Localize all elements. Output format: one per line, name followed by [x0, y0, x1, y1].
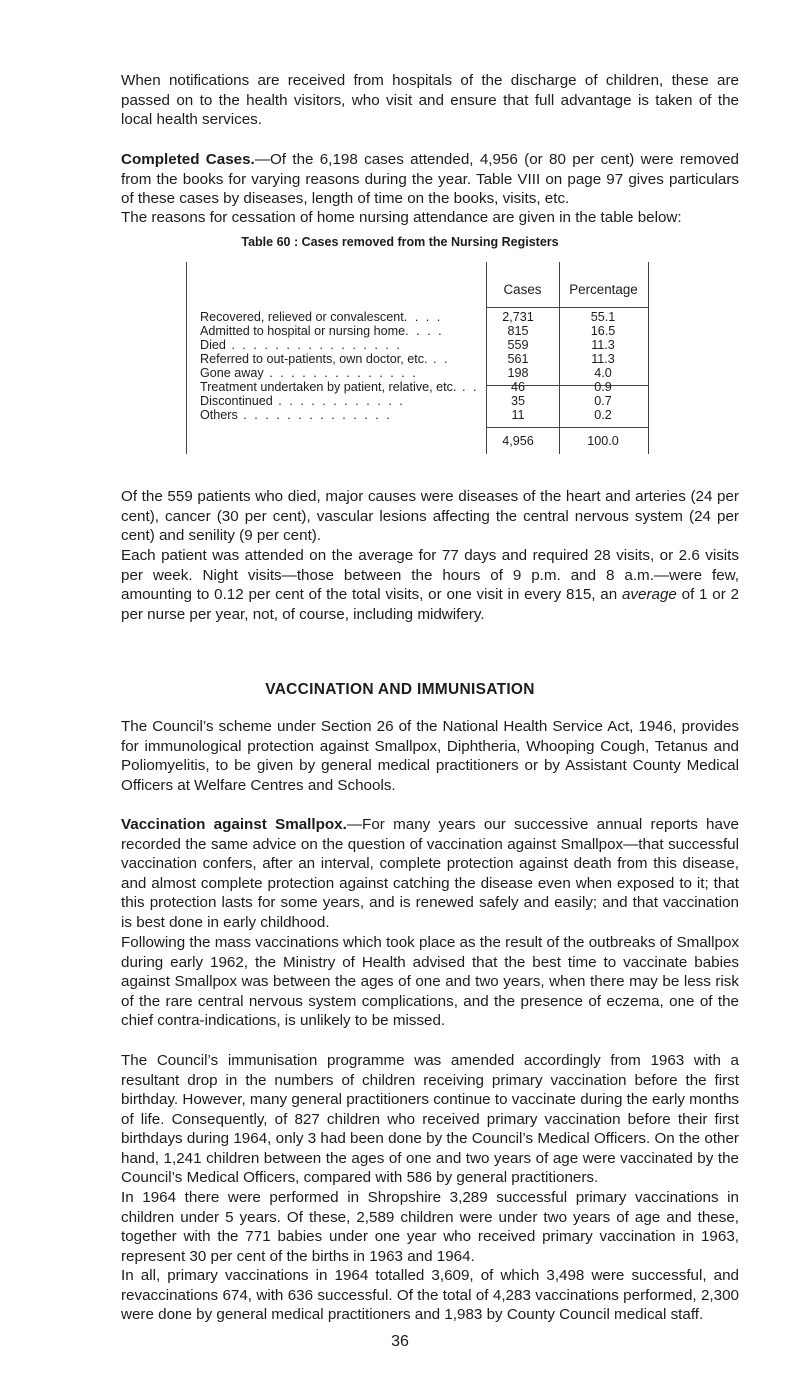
table-row	[186, 324, 648, 338]
paragraph-reasons: The reasons for cessation of home nursing attendance are given in the table below:	[121, 209, 682, 226]
table-caption: Table 60 : Cases removed from the Nursing Registers	[241, 235, 559, 249]
total-percentage: 100.0	[587, 434, 619, 448]
row-label: Admitted to hospital or nursing home. . . .	[200, 324, 444, 338]
completed-cases-lead: Completed Cases.	[121, 151, 255, 168]
paragraph-smallpox	[121, 815, 739, 932]
table-row	[186, 394, 648, 408]
table-right-rule	[648, 394, 649, 454]
row-cases: 46	[510, 380, 525, 394]
row-percentage: 11.3	[591, 338, 615, 352]
paragraph-notifications: When notifications are received from hospitals of the discharge of children, these are passed on to the health visitors, who visit and ensure that full advantage is taken of the local health services.	[121, 72, 739, 128]
row-cases: 2,731	[502, 310, 534, 324]
page-number: 36	[391, 1333, 409, 1350]
table-row	[186, 408, 648, 422]
smallpox-body: —For many years our successive annual reports have recorded the same advice on the question of vaccination against Smallpox—that successful vaccination confers, after an interval, complete protection against death from this disease, and almost complete protection against catching the disease even when exposed to it; that this protection lasts for some years, and is renewed safely and easily; and that vaccination is best done in early childhood.	[121, 816, 739, 931]
table-row	[186, 310, 648, 324]
row-cases: 561	[507, 352, 529, 366]
paragraph-completed-cases	[121, 150, 739, 209]
table-total-rule	[486, 427, 648, 428]
row-percentage: 0.9	[594, 380, 612, 394]
table-total-row	[186, 434, 648, 448]
table-row	[186, 352, 648, 366]
paragraph-immunisation-programme: The Council’s immunisation programme was amended accordingly from 1963 with a resultant drop in the numbers of children receiving primary vaccination before the first birthday. However, many general practitioners continue to vaccinate during the early months of life. Consequently, of 827 children who received primary vaccination before their first birthdays during 1964, only 3 had been done by the Council’s Medical Officers. On the other hand, 1,241 children between the ages of one and two years of age were vaccinated by the Council’s Medical Officers, compared with 586 by general practitioners.	[121, 1052, 739, 1186]
row-percentage: 16.5	[590, 324, 616, 338]
row-label: Referred to out-patients, own doctor, etc. . .	[200, 352, 450, 366]
row-label: Gone away . . . . . . . . . . . . . .	[200, 366, 418, 380]
paragraph-mass-vaccinations: Following the mass vaccinations which took place as the result of the outbreaks of Smallpox during early 1962, the Ministry of Health advised that the best time to vaccinate babies against Smallpox was between the ages of one and two years, when there may be less risk of the rare central nervous system complications, and the presence of eczema, one of the chief contra-indications, is unlikely to be missed.	[121, 934, 739, 1029]
row-cases: 559	[507, 338, 529, 352]
row-cases: 815	[507, 324, 529, 338]
paragraph-totals: In all, primary vaccinations in 1964 totalled 3,609, of which 3,498 were successful, and revaccinations 674, with 636 successful. Of the total of 4,283 vaccinations performed, 2,300 were done by general medical practitioners and 1,983 by County Council medical staff.	[121, 1267, 739, 1323]
table-header-rule	[486, 307, 648, 308]
row-cases: 198	[507, 366, 529, 380]
row-label: Others . . . . . . . . . . . . . .	[200, 408, 392, 422]
row-label: Recovered, relieved or convalescent. . . .	[200, 310, 443, 324]
row-percentage: 0.2	[594, 408, 612, 422]
row-cases: 11	[511, 408, 525, 422]
table-right-rule	[648, 262, 649, 402]
smallpox-lead: Vaccination against Smallpox.	[121, 816, 347, 833]
row-percentage: 55.1	[590, 310, 616, 324]
completed-cases-body: —Of the 6,198 cases attended, 4,956 (or 80 per cent) were removed from the books for varying reasons during the year. Table VIII on page 97 gives particulars of these cases by diseases, length of time on the books, visits, etc.	[121, 151, 740, 207]
paragraph-deaths: Of the 559 patients who died, major causes were diseases of the heart and arteries (24 per cent), cancer (30 per cent), vascular lesions affecting the central nervous system (24 per cent) and senility (9 per cent).	[121, 488, 739, 544]
row-label: Died . . . . . . . . . . . . . . . .	[200, 338, 402, 352]
total-cases: 4,956	[502, 434, 534, 448]
table-row	[186, 366, 648, 380]
section-heading: VACCINATION AND IMMUNISATION	[265, 681, 535, 698]
row-cases: 35	[510, 394, 525, 408]
row-percentage: 11.3	[591, 352, 615, 366]
average-emphasis: average	[621, 586, 677, 603]
row-label: Treatment undertaken by patient, relative, etc. . .	[200, 380, 479, 394]
column-header-percentage: Percentage	[569, 282, 638, 297]
row-label: Discontinued . . . . . . . . . . . .	[200, 394, 405, 408]
nursing-registers-table	[186, 262, 648, 402]
table-row	[186, 380, 648, 394]
table-continuation	[186, 394, 648, 454]
paragraph-council-scheme: The Council’s scheme under Section 26 of the National Health Service Act, 1946, provides for immunological protection against Smallpox, Diphtheria, Whooping Cough, Tetanus and Poliomyelitis, to be given by general medical practitioners or by Assistant County Medical Officers at Welfare Centres and Schools.	[121, 718, 739, 794]
table-row	[186, 338, 648, 352]
row-percentage: 4.0	[594, 366, 612, 380]
column-header-cases: Cases	[503, 282, 542, 297]
paragraph-visits: Each patient was attended on the average for 77 days and required 28 visits, or 2.6 visits per week. Night visits—those between the hours of 9 p.m. and 8 a.m.—were few, amounting to 0.12 per cent of the total visits, or one visit in every 815, an average of 1 or 2 per nurse per year, not, of course, including midwifery.	[121, 547, 739, 623]
paragraph-shropshire: In 1964 there were performed in Shropshire 3,289 successful primary vaccinations in children under 5 years. Of these, 2,589 children were under two years of age and these, together with the 771 babies under one year who received primary vaccination in 1963, represent 30 per cent of the births in 1963 and 1964.	[121, 1189, 739, 1265]
row-percentage: 0.7	[594, 394, 612, 408]
